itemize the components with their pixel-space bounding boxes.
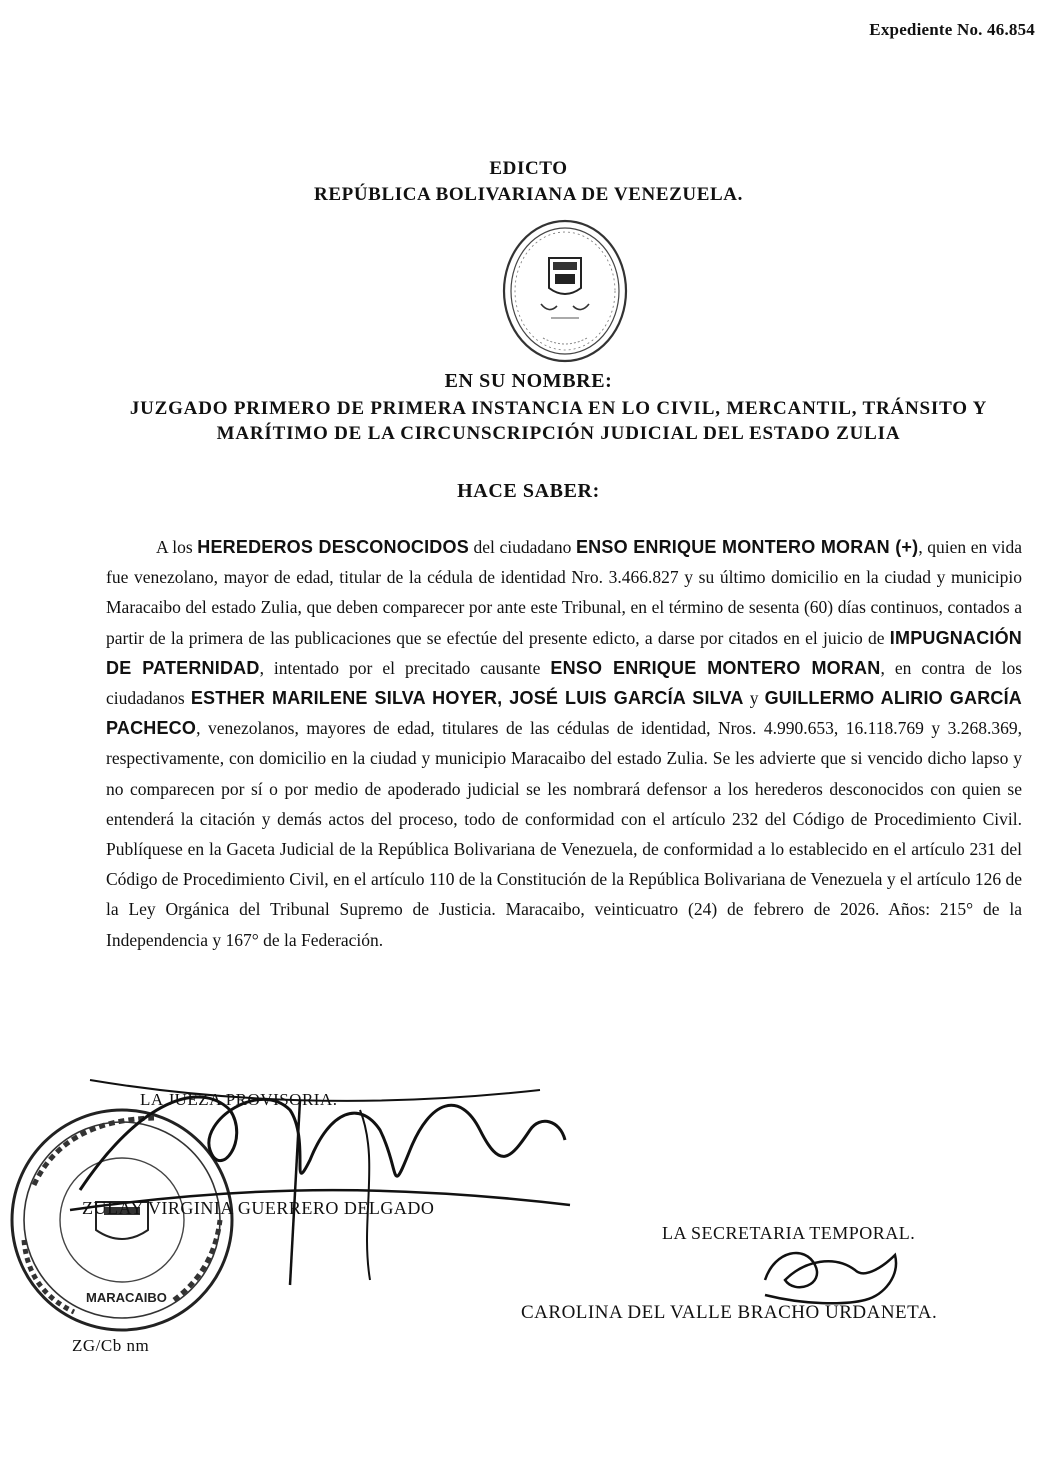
- bold-causante: ENSO ENRIQUE MONTERO MORAN (+): [575, 537, 919, 557]
- edict-heading: EDICTO: [489, 158, 568, 179]
- typist-initials: ZG/Cb nm: [72, 1336, 150, 1355]
- judge-title: LA JUEZA PROVISORIA.: [140, 1090, 338, 1109]
- expediente-number: Expediente No. 46.854: [869, 20, 1035, 39]
- republic-heading: REPÚBLICA BOLIVARIANA DE VENEZUELA.: [314, 184, 743, 205]
- secretary-title: LA SECRETARIA TEMPORAL.: [662, 1223, 916, 1243]
- bold-causante-2: ENSO ENRIQUE MONTERO MORAN: [550, 657, 881, 678]
- bold-demandados-2: GUILLERMO ALIRIO GARCÍA PACHECO: [106, 688, 1022, 739]
- bold-herederos: HEREDEROS DESCONOCIDOS: [197, 537, 469, 557]
- edict-body: A los HEREDEROS DESCONOCIDOS del ciudadano ENSO ENRIQUE MONTERO MORAN (+), quien en vida fue venezolano, mayor de edad, titular de la cédula de identidad Nro. 3.466.827 y su último domicilio en la ciudad y municipio Maracaibo del estado Zulia, que deben comparecer por ante este Tribunal, en el término de sesenta (60) días continuos, contados a partir de la primera de las publicaciones que se efectúe del presente edicto, a darse por citados en el juicio de IMPUGNACIÓN DE PATERNIDAD, intentado por el precitado causante ENSO ENRIQUE MONTERO MORAN, en contra de los ciudadanos ESTHER MARILENE SILVA HOYER, JOSÉ LUIS GARCÍA SILVA y GUILLERMO ALIRIO GARCÍA PACHECO, venezolanos, mayores de edad, titulares de las cédulas de identidad, Nros. 4.990.653, 16.118.769 y 3.268.369, respectivamente, con domicilio en la ciudad y municipio Maracaibo del estado Zulia. Se les advierte que si vencido dicho lapso y no comparecen por sí o por medio de apoderado judicial se les nombrará defensor a los herederos desconocidos con quien se entenderá la citación y demás actos del proceso, todo de conformidad con el artículo 232 del Código de Procedimiento Civil. Publíquese en la Gaceta Judicial de la República Bolivariana de Venezuela, de conformidad a lo establecido en el artículo 231 del Código de Procedimiento Civil, en el artículo 110 de la Constitución de la República Bolivariana de Venezuela y el artículo 126 de la Ley Orgánica del Tribunal Supremo de Justicia. Maracaibo, veinticuatro (24) de febrero de 2026. Años: 215° de la Independencia y 167° de la Federación.: [106, 537, 1023, 950]
- court-name: JUZGADO PRIMERO DE PRIMERA INSTANCIA EN LO CIVIL, MERCANTIL, TRÁNSITO Y MARÍTIMO DE LA CIRCUNSCRIPCIÓN JUDICIAL DEL ESTADO ZULIA: [129, 398, 988, 444]
- bold-demandados-1: ESTHER MARILENE SILVA HOYER, JOSÉ LUIS GARCÍA SILVA: [190, 688, 744, 709]
- hace-saber-heading: HACE SABER:: [457, 480, 600, 502]
- stamp-city-text: MARACAIBO: [86, 1290, 167, 1305]
- en-su-nombre-heading: EN SU NOMBRE:: [444, 370, 613, 392]
- secretary-name: CAROLINA DEL VALLE BRACHO URDANETA.: [521, 1302, 938, 1323]
- bold-juicio: IMPUGNACIÓN DE PATERNIDAD: [106, 627, 1022, 678]
- judge-signature-icon: [60, 1040, 580, 1290]
- judge-name: ZULAY VIRGINIA GUERRERO DELGADO: [82, 1198, 435, 1218]
- national-seal-icon: [501, 218, 629, 364]
